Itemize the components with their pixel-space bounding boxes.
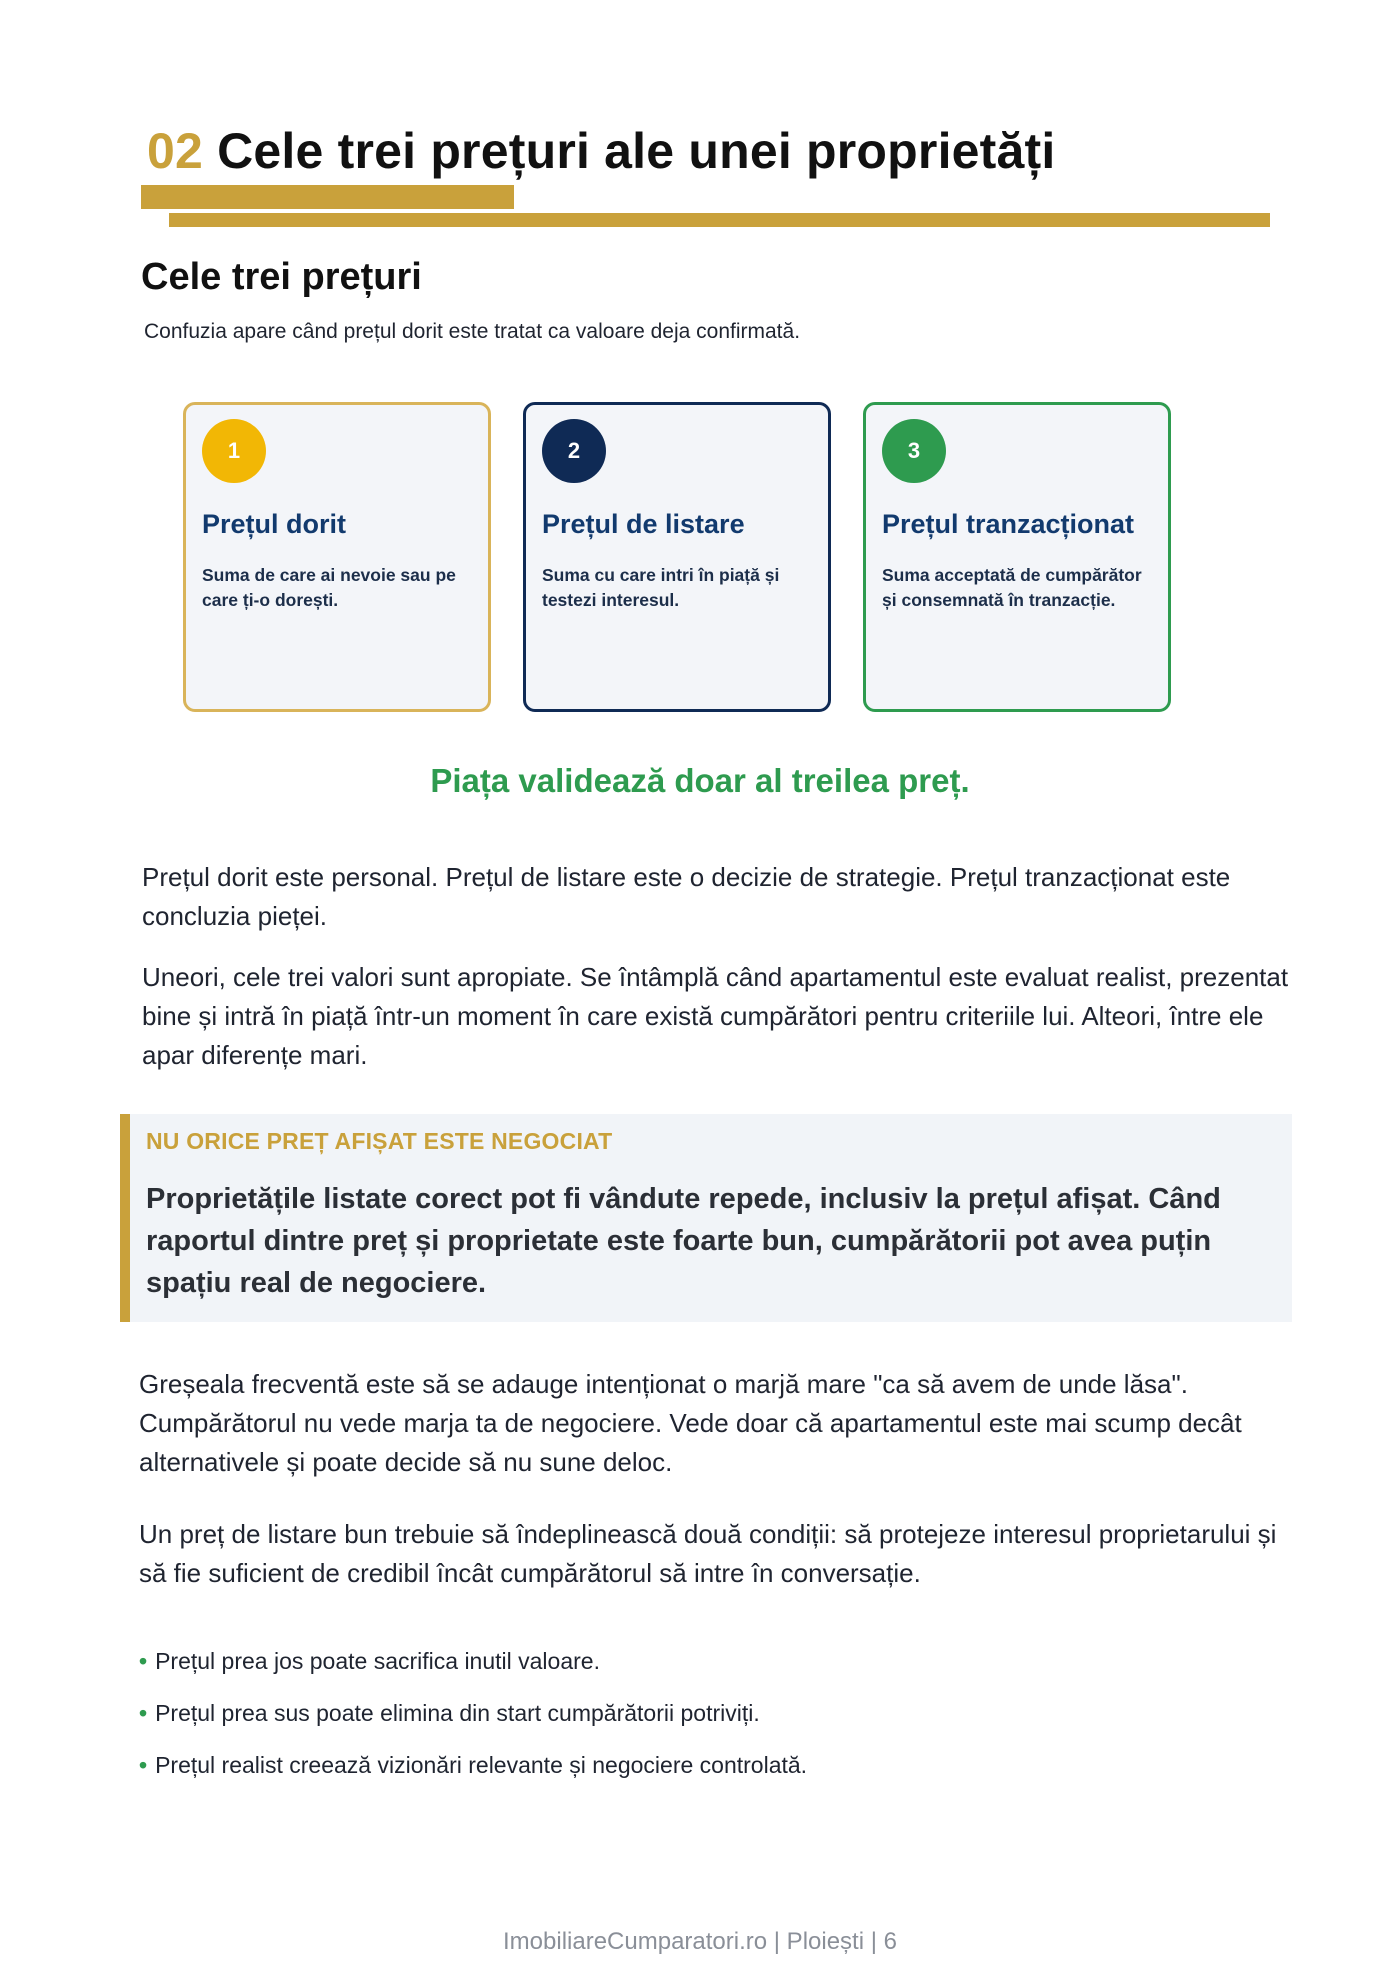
heading-accent-bar — [141, 185, 514, 209]
heading-rule — [169, 213, 1270, 227]
card-title: Prețul de listare — [542, 509, 745, 539]
card-title: Prețul dorit — [202, 509, 347, 539]
card-listing-price — [523, 402, 831, 712]
callout-text: Proprietățile listate corect pot fi vândute repede, inclusiv la prețul afișat. Când raportul dintre preț și proprietate este foarte bun, cumpărătorii pot avea puțin spațiu real de negociere. — [146, 1183, 1221, 1299]
paragraph: Un preț de listare bun trebuie să îndeplinească două condiții: să protejeze interesul proprietarului și să fie suficient de credibil încât cumpărătorul să intre în conversație. — [139, 1519, 1277, 1588]
highlight-statement: Piața validează doar al treilea preț. — [430, 762, 970, 799]
card-title: Prețul tranzacționat — [882, 509, 1135, 539]
callout-label: NU ORICE PREȚ AFIȘAT ESTE NEGOCIAT — [146, 1128, 613, 1154]
paragraph: Uneori, cele trei valori sunt apropiate. Se întâmplă când apartamentul este evaluat realist, prezentat bine și intră în piață într-un moment în care există cumpărători pentru criteriile lui. Alteori, între ele apar diferențe mari. — [142, 962, 1289, 1070]
paragraph: Greșeala frecventă este să se adauge intenționat o marjă mare "ca să avem de unde lăsa". Cumpărătorul nu vede marja ta de negociere. Vede doar că apartamentul este mai scump decât alternativele și poate decide să nu sune deloc. — [139, 1369, 1242, 1477]
step-badge: 1 — [202, 419, 266, 483]
section-subtitle: Confuzia apare când prețul dorit este tratat ca valoare deja confirmată. — [144, 320, 801, 343]
chapter-heading — [147, 122, 1055, 180]
chapter-title: Cele trei prețuri ale unei proprietăți — [217, 123, 1056, 179]
list-item: • Prețul realist creează vizionări relevante și negociere controlată. — [139, 1752, 808, 1778]
list-item: • Prețul prea sus poate elimina din start cumpărătorii potriviți. — [139, 1700, 760, 1726]
card-description: Suma de care ai nevoie sau pe care ți-o dorești. — [202, 565, 456, 610]
page-footer: ImobiliareCumparatori.ro | Ploiești | 6 — [503, 1928, 897, 1955]
section-title: Cele trei prețuri — [141, 256, 422, 298]
card-description: Suma cu care intri în piață și testezi interesul. — [542, 565, 780, 610]
price-cards — [183, 402, 1183, 712]
card-description: Suma acceptată de cumpărător și consemnată în tranzacție. — [882, 565, 1142, 610]
card-desired-price — [183, 402, 491, 712]
bullet-list — [139, 1646, 1289, 1802]
step-badge: 3 — [882, 419, 946, 483]
bullet-icon: • — [139, 1752, 148, 1778]
callout-box — [120, 1114, 1292, 1322]
list-item: • Prețul prea jos poate sacrifica inutil valoare. — [139, 1648, 600, 1674]
bullet-icon: • — [139, 1700, 148, 1726]
bullet-icon: • — [139, 1648, 148, 1674]
chapter-number: 02 — [147, 123, 204, 179]
step-badge: 2 — [542, 419, 606, 483]
paragraph: Prețul dorit este personal. Prețul de listare este o decizie de strategie. Prețul tranzacționat este concluzia pieței. — [142, 862, 1231, 931]
card-transaction-price — [863, 402, 1171, 712]
